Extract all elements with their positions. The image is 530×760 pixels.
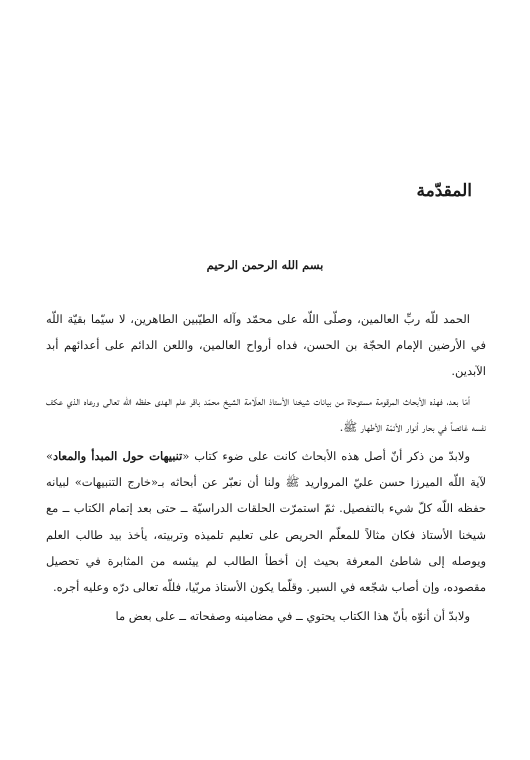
book-origin-text: » لآية اللّه الميرزا حسن عليّ المرواريد ﷺ ولنا أن نعبّر عن أبحاثه بـ«خارج التنبيهات» لبيانه حفظه اللّه كلّ شيء بالتفصيل. ثمّ استمرّت الحلقات الدراسيّة ــ حتى بعد إتمام الكتاب ــ مع شيخنا الأستاذ فكان مثالاً للمعلّم الحريص على تعليم تلميذه وتربيته، يأخذ بيد طالب العلم ويوصله إلى شاطئ المعرفة بحيث إن أخطأ الطالب لم ييئسه من المثابرة في تحصيل مقصوده، وإن أصاب شجّعه في السير. وقلّما يكون الأستاذ مربّيا، فللّه تعالى درّه وعليه أجره. bbox=[46, 449, 486, 595]
book-title: تنبيهات حول المبدأ والمعاد bbox=[53, 449, 183, 464]
book-intro-text: ولابدّ من ذكر أنّ أصل هذه الأبحاث كانت على ضوء كتاب « bbox=[182, 449, 470, 464]
paragraph-intro: أمّا بعد، فهذه الأبحاث المرقومة مستوحاة من بيانات شيخنا الأستاذ العلّامة الشيخ محمّد باقر علم الهدى حفظه اللّه تعالى ورعاه الذي عكف نفسه غائصاً في بحار أنوار الأئمّة الأطهار ﷺ. bbox=[46, 393, 486, 434]
section-heading: المقدّمة bbox=[416, 181, 472, 201]
basmala: بسم الله الرحمن الرحيم bbox=[206, 258, 324, 272]
body-text bbox=[46, 306, 486, 629]
paragraph-content-note: ولابدّ أن أنوّه بأنّ هذا الكتاب يحتوي ــ في مضامينه وصفحاته ــ على بعض ما bbox=[115, 609, 470, 624]
paragraph-book-origin bbox=[46, 443, 486, 600]
paragraph-praise: الحمد للّه ربِّ العالمين، وصلّى اللّه على محمّد وآله الطيّبين الطاهرين، لا سيّما بقيّة اللّه في الأرضين الإمام الحجّة بن الحسن، فداه أرواح العالمين، واللعن الدائم على أعدائهم أبد الآبدين. bbox=[46, 312, 486, 379]
